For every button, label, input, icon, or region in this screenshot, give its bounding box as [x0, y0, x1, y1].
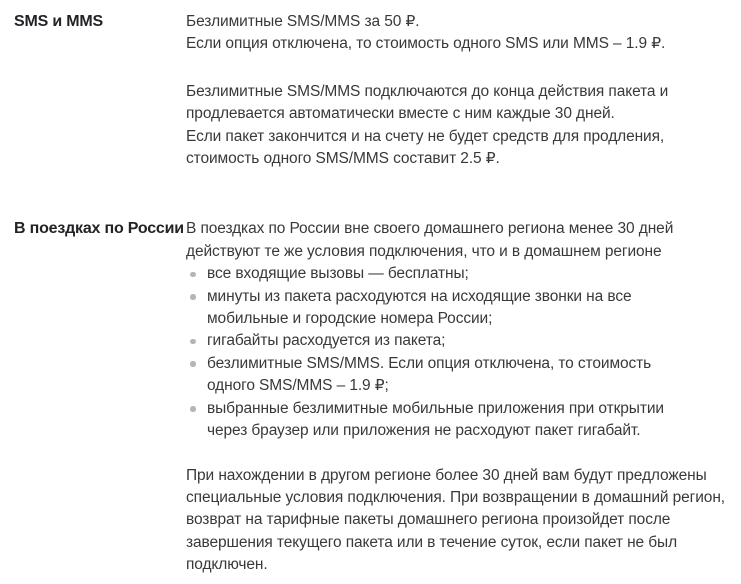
bullet-icon [190, 339, 196, 345]
list-item-text: все входящие вызовы — бесплатны; [207, 265, 469, 283]
list-item-text: безлимитные SMS/MMS. Если опция отключена, то стоимость одного SMS/MMS – 1.9 ₽; [207, 354, 652, 395]
section-label-sms-mms: SMS и MMS [14, 13, 103, 30]
text-line-price: Безлимитные SMS/MMS за 50 ₽. [186, 13, 420, 30]
list-item-unlimited-apps [186, 398, 739, 443]
section-content-sms-mms [186, 11, 739, 170]
text-line-renewal: Безлимитные SMS/MMS подключаются до конца действия пакета и продлевается автоматически вместе с ним каждые 30 дней. [186, 82, 669, 123]
paragraph-travel-outro [186, 465, 739, 577]
list-item-text: гигабайты расходуется из пакета; [207, 332, 446, 350]
list-item-sms-mms [186, 353, 739, 398]
bullet-icon [190, 294, 196, 300]
paragraph-travel-intro [186, 218, 739, 263]
text-line-travel-outro: При нахождении в другом регионе более 30 дней вам будут предложены специальные условия подключения. При возвращении в домашний регион, возврат на тарифные пакеты домашнего региона произойдет после завершения текущего пакета или в течение суток, если пакет не был подключен. [186, 466, 725, 574]
section-sms-mms [14, 11, 741, 170]
paragraph-price [186, 11, 739, 56]
section-label-travel-russia: В поездках по России [14, 220, 184, 238]
text-line-expiry-price: Если пакет закончится и на счету не будет средств для продления, стоимость одного SMS/MMS составит 2.5 ₽. [186, 127, 665, 168]
bullet-icon [190, 361, 196, 367]
list-item-text: выбранные безлимитные мобильные приложения при открытии через браузер или приложения не расходуют пакет гигабайт. [207, 399, 664, 440]
bullet-icon [190, 272, 196, 278]
section-travel-russia [14, 218, 741, 576]
section-content-travel-russia [186, 218, 739, 576]
list-item-minutes [186, 286, 739, 331]
bullet-icon [190, 406, 196, 412]
list-item-text: минуты из пакета расходуются на исходящие звонки на все мобильные и городские номера России; [207, 287, 632, 328]
paragraph-renewal [186, 81, 739, 171]
text-line-disabled-price: Если опция отключена, то стоимость одного SMS или MMS – 1.9 ₽. [186, 35, 666, 53]
travel-conditions-list [186, 263, 739, 442]
list-item-incoming-calls [186, 263, 739, 285]
text-line-travel-intro: В поездках по России вне своего домашнего региона менее 30 дней действуют те же условия подключения, что и в домашнем регионе [186, 220, 674, 260]
list-item-gigabytes [186, 330, 739, 352]
